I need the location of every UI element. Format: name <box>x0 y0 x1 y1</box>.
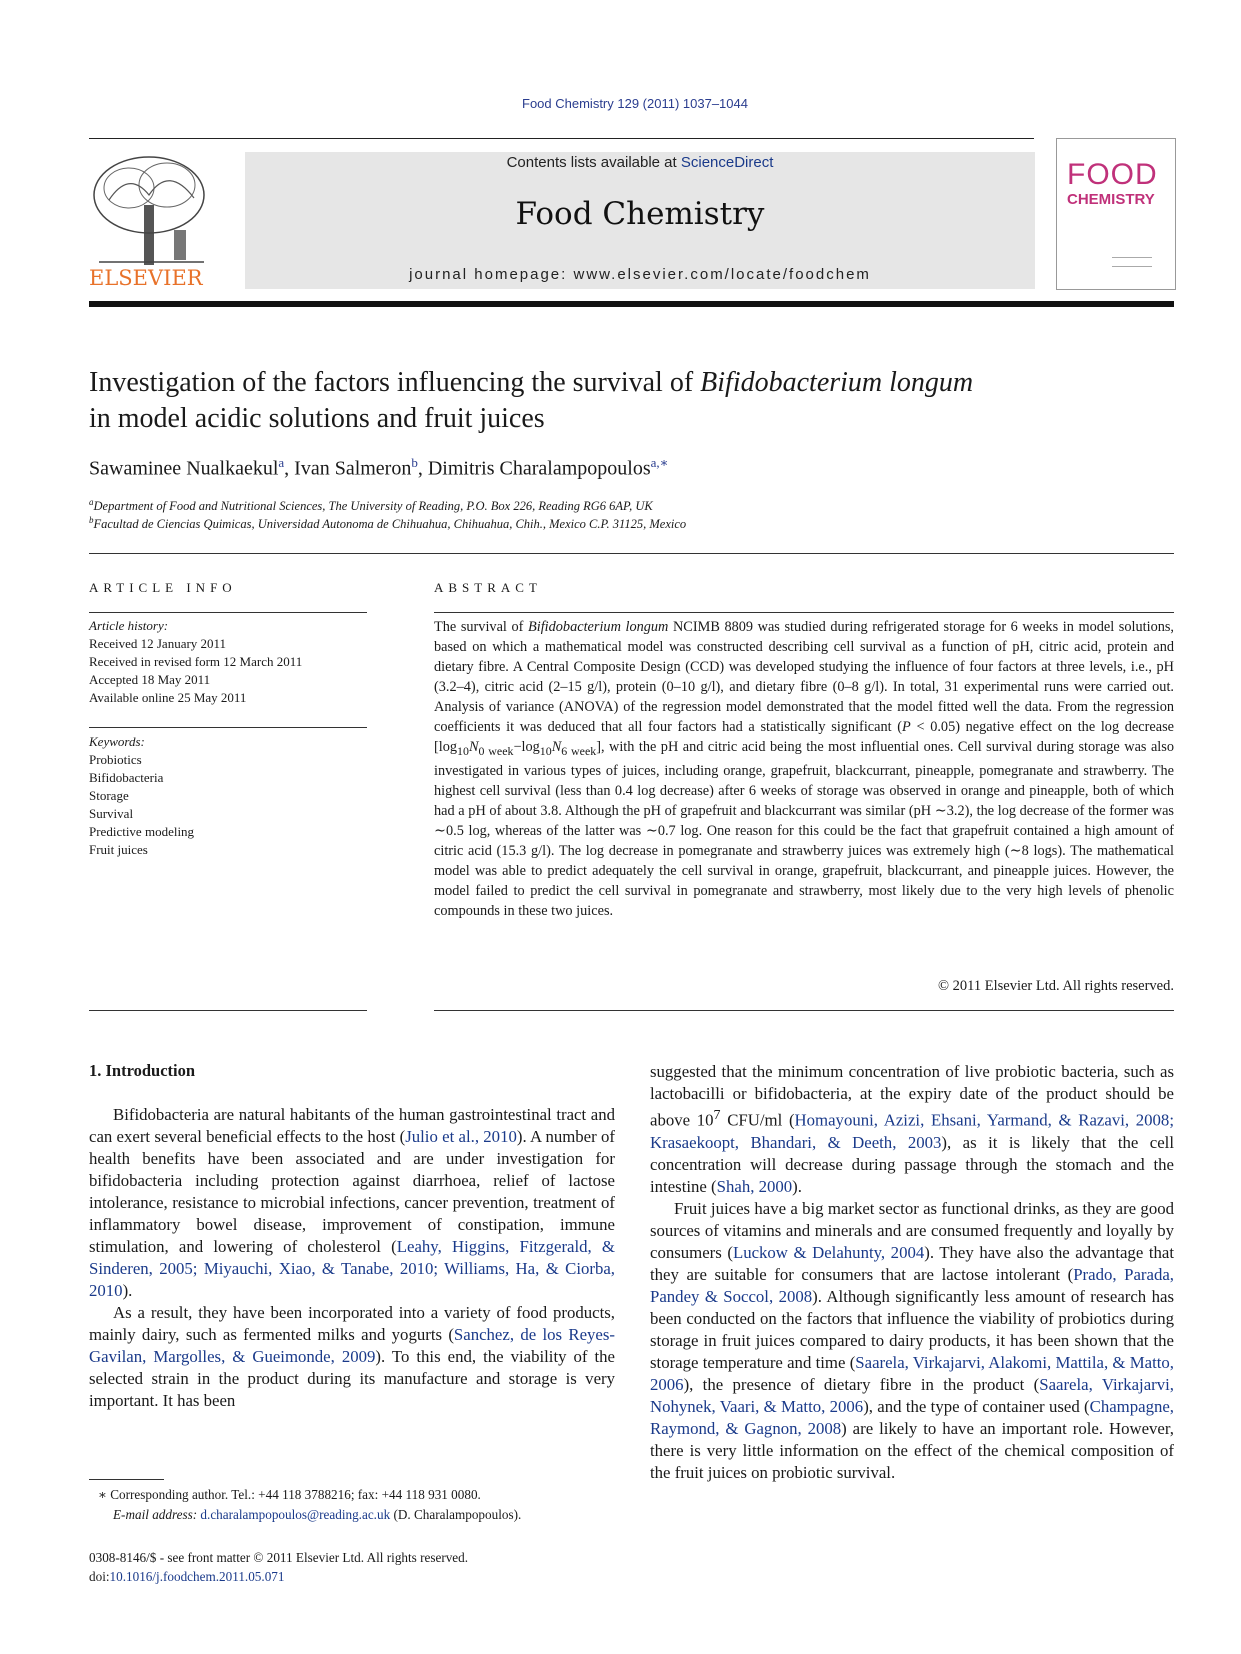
affiliation-text: Facultad de Ciencias Quimicas, Universidad Autonoma de Chihuahua, Chihuahua, Chih., Mexico C.P. 31125, Mexico <box>93 517 687 532</box>
superscript: 7 <box>713 1108 721 1123</box>
citation-link[interactable]: Prado, Parada, Pandey & Soccol, 2008 <box>650 1264 1174 1306</box>
email-suffix: (D. Charalampopoulos). <box>390 1507 522 1522</box>
author-affiliation-mark[interactable]: b <box>411 455 418 470</box>
title-italic: Bifidobacterium longum <box>700 367 974 398</box>
cover-publisher-mark <box>1112 257 1152 267</box>
author-name: Ivan Salmeron <box>294 457 412 480</box>
text: ). <box>122 1281 133 1300</box>
citation-link[interactable]: Champagne, Raymond, & Gagnon, 2008 <box>650 1396 1174 1438</box>
svg-text:ELSEVIER: ELSEVIER <box>89 266 203 290</box>
affiliation <box>89 497 653 514</box>
citation-link[interactable]: Saarela, Virkajarvi, Nohynek, Vaari, & Matto, 2006 <box>650 1374 1174 1416</box>
abstract-body: ], with the pH and citric acid being the most influential ones. Cell survival during storage was also investigated in various types of juices, including orange, grapefruit, blackcurrant, pineapple, pomegranate and strawberry. The highest cell survival (less than 0.4 log decrease) after 6 weeks of storage was observed in orange and pineapple, both of which had a pH of about 3.8. Although the pH of grapefruit and blackcurrant was similar (pH ∼3.2), the log decrease of the former was ∼0.5 log, whereas of the latter was ∼0.7 log. One reason for this could be the fact that grapefruit contained a high amount of citric acid (15.3 g/l). The log decrease in pomegranate and strawberry juices was extremely high (∼8 logs). The mathematical model was able to predict adequately the cell survival in orange, grapefruit, blackcurrant, and pineapple juices. However, the model failed to predict the cell survival in pomegranate and strawberry, most likely due to the very high levels of phenolic compounds in these two juices. <box>434 739 1174 919</box>
left-column <box>89 1104 615 1412</box>
elsevier-logo <box>89 150 214 290</box>
email-link[interactable]: d.charalampopoulos@reading.ac.uk <box>200 1507 391 1522</box>
author-name: Dimitris Charalampopoulos <box>427 457 651 480</box>
title-part1: Investigation of the factors influencing the survival of <box>89 367 701 398</box>
abstract-symbol: N <box>468 739 479 755</box>
text: ). To this end, the viability of the selected strain in the product during its manufacture and storage is very important. It has been <box>89 1347 616 1410</box>
abstract-body: < 0.05) negative effect on the log decrease [log <box>434 719 1174 755</box>
abstract-p-symbol: P <box>902 719 911 735</box>
paragraph <box>89 1302 615 1412</box>
text: suggested that the minimum concentration of live probiotic bacteria, such as lactobacilli or bifidobacteria, at the expiry date of the product should be above 10 <box>650 1062 1174 1130</box>
citation-link[interactable]: Homayouni, Azizi, Ehsani, Yarmand, & Razavi, 2008; Krasaekoopt, Bhandari, & Deeth, 2003 <box>650 1110 1174 1152</box>
abstract-subscript: 10 <box>457 743 469 758</box>
abstract-subscript: 10 <box>539 743 552 758</box>
affiliation <box>89 515 686 532</box>
journal-reference[interactable]: Food Chemistry 129 (2011) 1037–1044 <box>522 96 748 111</box>
paragraph <box>650 1061 1174 1198</box>
email-label: E-mail address: <box>113 1507 201 1522</box>
keyword: Survival <box>89 806 134 821</box>
history-item: Available online 25 May 2011 <box>89 690 247 705</box>
text: ). <box>792 1176 802 1196</box>
history-item: Received in revised form 12 March 2011 <box>89 654 303 669</box>
text: ). They have also the advantage that they are suitable for consumers that are lactose intolerant ( <box>650 1242 1174 1284</box>
history-item: Received 12 January 2011 <box>89 636 227 651</box>
cover-food-text: FOOD <box>1067 158 1158 191</box>
keyword: Storage <box>89 788 129 803</box>
citation-link[interactable]: Shah, 2000 <box>716 1176 793 1196</box>
citation-link[interactable]: Leahy, Higgins, Fitzgerald, & Sinderen, 2005; Miyauchi, Xiao, & Tanabe, 2010; Williams, Ha, & Ciorba, 2010 <box>89 1237 615 1300</box>
keyword: Probiotics <box>89 752 142 767</box>
sciencedirect-link[interactable]: ScienceDirect <box>680 154 774 171</box>
text: Bifidobacteria are natural habitants of the human gastrointestinal tract and can exert several beneficial effects to the host ( <box>89 1105 615 1146</box>
author-affiliation-mark[interactable]: a <box>278 455 285 470</box>
author-list: Sawaminee Nualkaekul$^a$, Ivan Salmeron$^b$, Dimitris Charalampopoulos$^{a,∗}$ <box>89 455 669 480</box>
issn-line: 0308-8146/$ - see front matter © 2011 Elsevier Ltd. All rights reserved. <box>89 1550 469 1565</box>
keywords <box>89 733 367 859</box>
text: CFU/ml ( <box>720 1110 795 1130</box>
right-column <box>650 1061 1174 1484</box>
article-info-heading: ARTICLE INFO <box>89 580 237 595</box>
cover-chemistry-text: CHEMISTRY <box>1067 191 1155 208</box>
contents-line <box>245 154 1035 171</box>
affiliation-rule <box>89 553 1174 554</box>
article-info-bottom-rule <box>89 1010 367 1011</box>
text: ), the presence of dietary fibre in the product ( <box>683 1374 1040 1394</box>
footnote-rule <box>89 1479 164 1480</box>
affiliation-text: Department of Food and Nutritional Sciences, The University of Reading, P.O. Box 226, Reading RG6 6AP, UK <box>93 499 653 514</box>
abstract-body: −log <box>513 739 540 755</box>
author-name: Sawaminee Nualkaekul <box>89 457 279 480</box>
keywords-rule <box>89 727 367 728</box>
text: Fruit juices have a big market sector as functional drinks, as they are good sources of vitamins and minerals and are consumed frequently and loyally by consumers ( <box>650 1198 1174 1262</box>
citation-link[interactable]: Saarela, Virkajarvi, Alakomi, Mattila, & Matto, 2006 <box>650 1352 1174 1394</box>
journal-homepage[interactable]: journal homepage: www.elsevier.com/locate/foodchem <box>409 266 871 283</box>
paragraph <box>89 1104 615 1302</box>
abstract-body: NCIMB 8809 was studied during refrigerated storage for 6 weeks in model solutions, based on which a mathematical model was constructed describing cell survival as a function of pH, citric acid, protein and dietary fibre. A Central Composite Design (CCD) was developed studying the influence of four factors at three levels, i.e., pH (3.2–4), citric acid (2–15 g/l), protein (0–10 g/l), and dietary fibre (0–8 g/l). In total, 31 experimental runs were carried out. Analysis of variance (ANOVA) of the regression model demonstrated that the model fitted well the data. From the regression coefficients it was deduced that all four factors had a statistically significant ( <box>434 619 1174 735</box>
title-part2: in model acidic solutions and fruit juices <box>89 403 545 434</box>
text: As a result, they have been incorporated into a variety of food products, mainly dairy, such as fermented milks and yogurts ( <box>89 1303 615 1344</box>
abstract-subscript: 0 week <box>478 743 514 758</box>
text: ), as it is likely that the cell concentration will decrease during passage through the stomach and the intestine ( <box>650 1132 1174 1196</box>
paragraph <box>650 1198 1174 1484</box>
article-history <box>89 617 367 707</box>
doi-link[interactable]: 10.1016/j.foodchem.2011.05.071 <box>109 1569 285 1584</box>
header-thick-rule <box>89 301 1174 307</box>
citation-link[interactable]: Julio et al., 2010 <box>405 1127 517 1146</box>
affiliation-mark: b <box>89 515 94 525</box>
author-affiliation-mark[interactable]: a,∗ <box>650 455 669 470</box>
text: ). A number of health benefits have been associated and are under investigation for bifidobacteria including protection against diarrhoea, relief of lactose intolerance, resistance to microbial infections, cancer prevention, treatment of inflammatory bowel disease, improvement of constipation, immune stimulation, and lowering of cholesterol ( <box>89 1127 615 1256</box>
elsevier-tree-icon <box>89 150 214 290</box>
history-item: Accepted 18 May 2011 <box>89 672 211 687</box>
journal-banner <box>245 152 1035 289</box>
doi-line <box>89 1567 284 1587</box>
section-heading: 1. Introduction <box>89 1061 196 1080</box>
doi-label: doi: <box>89 1569 110 1584</box>
abstract-bottom-rule <box>434 1010 1174 1011</box>
journal-title: Food Chemistry <box>515 196 765 232</box>
affiliation-mark: a <box>89 497 94 507</box>
email-line <box>113 1505 521 1525</box>
text: ). Although significantly less amount of research has been conducted on the factors that influence the viability of probiotics during storage in fruit juices compared to dairy products, it has been shown that the storage temperature and time ( <box>650 1286 1174 1372</box>
keyword: Fruit juices <box>89 842 148 857</box>
keyword: Predictive modeling <box>89 824 195 839</box>
citation-link[interactable]: Luckow & Delahunty, 2004 <box>732 1242 925 1262</box>
abstract-lead: The survival of <box>434 619 528 635</box>
abstract-species: Bifidobacterium longum <box>527 619 669 635</box>
abstract-subscript: 6 week <box>561 743 597 758</box>
abstract-heading: ABSTRACT <box>434 580 542 595</box>
text: ), and the type of container used ( <box>863 1396 1090 1416</box>
journal-cover <box>1056 138 1176 290</box>
article-title <box>89 365 1139 437</box>
text: ) are likely to have an important role. However, there is very little information on the effect of the chemical composition of the fruit juices on probiotic survival. <box>650 1418 1174 1482</box>
abstract-rule <box>434 612 1174 613</box>
keywords-label: Keywords: <box>89 734 145 749</box>
header-rule <box>89 138 1034 139</box>
contents-prefix: Contents lists available at <box>506 154 681 171</box>
history-label: Article history: <box>89 618 169 633</box>
abstract-copyright: © 2011 Elsevier Ltd. All rights reserved. <box>938 978 1174 994</box>
keyword: Bifidobacteria <box>89 770 164 785</box>
corresponding-author: ∗ Corresponding author. Tel.: +44 118 3788216; fax: +44 118 931 0080. <box>98 1487 481 1502</box>
abstract-symbol: N <box>551 739 562 755</box>
citation-link[interactable]: Sanchez, de los Reyes-Gavilan, Margolles, & Gueimonde, 2009 <box>89 1325 615 1366</box>
article-info-rule <box>89 612 367 613</box>
abstract-text <box>434 617 1174 921</box>
